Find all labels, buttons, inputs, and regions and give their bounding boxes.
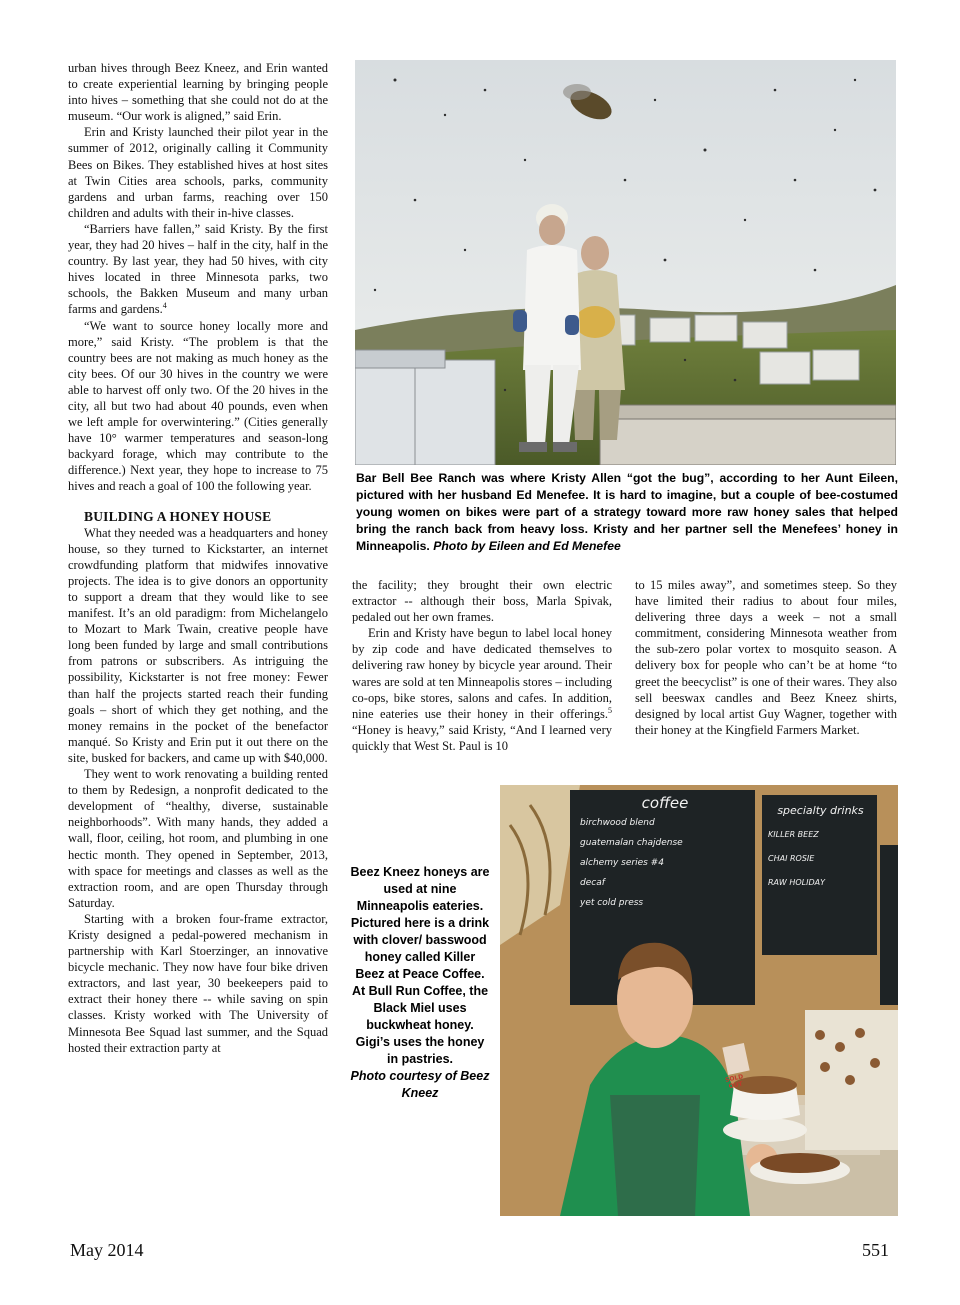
paragraph: Starting with a broken four-frame extractor, Kristy designed a pedal-powered mechanism in partnership with Karl Stoerzinger, an innovative bicycle mechanic. They now have four bike driven extractors, and last year, 30 beekeepers paid to extract their honey there -- while saving on spin classes. Kristy worked with The University of Minnesota Bee Squad last summer, and the Squad hosted their extraction party at <box>68 911 328 1055</box>
menu-line: guatemalan chajdense <box>580 838 683 848</box>
paragraph: Erin and Kristy launched their pilot year in the summer of 2012, originally calling it Community Bees on Bikes. They established hives at host sites at Twin Cities area schools, parks, community gardens and urban farms, reaching over 150 children and adults with their in-hive classes. <box>68 125 328 220</box>
paragraph: What they needed was a headquarters and honey house, so they turned to Kickstarter, an internet crowdfunding platform that midwifes innovative projects. The idea is to give donors an opportunity to support a dream that they would like to see manifest. It’s an old paradigm: from Michelangelo to Mozart to Mark Twain, creative people have long been funded by large and small contributions from patrons or subscribers. As intriguing the possibility, Kickstarter is not free money: Fewer than half the projects started reach their funding goals – short of which they get nothing, and the money remains in the pocket of the benefactor manqué. So Kristy and Erin put it out there on the site, busked for backers, and came up with $40,000. <box>68 525 328 765</box>
menu-line: decaf <box>580 878 605 888</box>
menu-board-left <box>580 793 750 913</box>
photo-credit: Photo courtesy of Beez Kneez <box>350 1069 490 1100</box>
menu-title: coffee <box>641 794 689 812</box>
footnote-ref: 4 <box>162 301 167 311</box>
paragraph: to 15 miles away”, and sometimes steep. So they have limited their radius to about four miles, delivering three days a week – not a small commitment, considering Minnesota weather from the sub-zero polar vortex to mosquito season. A delivery box for people who can’t be at home “to greet the beecyclist” is one of their wares. They also sell beeswax candles and Beez Kneez shirts, designed by local artist Guy Wagner, together with their honey at the Kingfield Farmers Market. <box>635 578 897 737</box>
menu-line: yet cold press <box>580 898 644 908</box>
footnote-ref: 5 <box>608 705 612 715</box>
paragraph: “We want to source honey locally more and more,” said Kristy. “The problem is that the country bees are not making as much honey as the city bees. Of our 30 hives in the country we were able to harvest off only two. Of the 20 hives in the city, all but two had about 40 pounds, even when we left ample for overwintering.” (Cities generally have 10° warmer temperatures and season-long backyard forage, which may contribute to the difference.) Next year, they hope to increase to 75 hives and reach a goal of 100 the following year. <box>68 318 328 494</box>
paragraph: Erin and Kristy have begun to label local honey by zip code and have dedicated themselves to delivering raw honey by bicycle year around. Their wares are sold at ten Minneapolis stores – including co-ops, bike stores, salons and cafes. In addition, nine eateries use their honey in their offerings.$^5$ “Honey is heavy,” said Kristy, “And I learned very quickly that West St. Paul is 10 <box>352 626 612 753</box>
photo-caption <box>356 470 898 555</box>
menu-title: specialty drinks <box>777 804 864 817</box>
article-column-3 <box>635 577 897 738</box>
menu-line: alchemy series #4 <box>580 858 664 868</box>
bee-ranch-photo <box>355 60 896 465</box>
photo-caption <box>350 864 490 1102</box>
sold-out-sign: SOLD OUT <box>724 1073 744 1091</box>
article-column-1 <box>68 60 328 1056</box>
photo-credit: Photo by Eileen and Ed Menefee <box>433 539 621 553</box>
coffee-shop-photo <box>500 785 898 1216</box>
paragraph: the facility; they brought their own electric extractor -- although their boss, Marla Spivak, pedaled out her own frames. <box>352 578 612 625</box>
menu-line: RAW HOLIDAY <box>768 878 825 887</box>
menu-line: KILLER BEEZ <box>768 830 819 839</box>
page-number: 551 <box>862 1240 889 1260</box>
caption-text: Bar Bell Bee Ranch was where Kristy Allen “got the bug”, according to her Aunt Eileen, pictured with her husband Ed Menefee. It is hard to imagine, but a couple of bee-costumed young women on bikes were part of a strategy toward more raw honey sales that helped bring the ranch back from heavy loss. Kristy and her partner sell the Menefees’ honey in Minneapolis. <box>356 471 898 553</box>
menu-line: birchwood blend <box>580 818 655 828</box>
footer-date: May 2014 <box>70 1240 144 1260</box>
menu-line: CHAI ROSIE <box>768 854 815 863</box>
menu-board-right <box>768 799 873 895</box>
paragraph: “Barriers have fallen,” said Kristy. By the first year, they had 20 hives – half in the city, half in the country. By last year, they had 50 hives, with city hives located in three Minnesota parks, two schools, the Bakken Museum and many urban farms and gardens.$^4$ <box>68 221 328 317</box>
paragraph: They went to work renovating a building rented to them by Redesign, a nonprofit dedicated to the development of “healthy, diverse, sustainable neighborhoods”. With many hands, they added a wall, floor, ceiling, hot room, and plumbing in one hectic month. They opened in September, 2013, with space for meetings and classes as well as the extraction room, and are open Thursday through Saturday. <box>68 767 328 910</box>
paragraph: urban hives through Beez Kneez, and Erin wanted to create experiential learning by bringing people into hives – something that she could not do at the museum. “Our work is aligned,” said Erin. <box>68 61 328 124</box>
section-heading: BUILDING A HONEY HOUSE <box>84 508 272 524</box>
article-column-2 <box>352 577 612 754</box>
caption-text: Beez Kneez honeys are used at nine Minneapolis eateries. Pictured here is a drink with clover/ basswood honey called Killer Beez at Peace Coffee. At Bull Run Coffee, the Black Miel uses buckwheat honey. Gigi’s uses the honey in pastries. <box>350 865 490 1066</box>
